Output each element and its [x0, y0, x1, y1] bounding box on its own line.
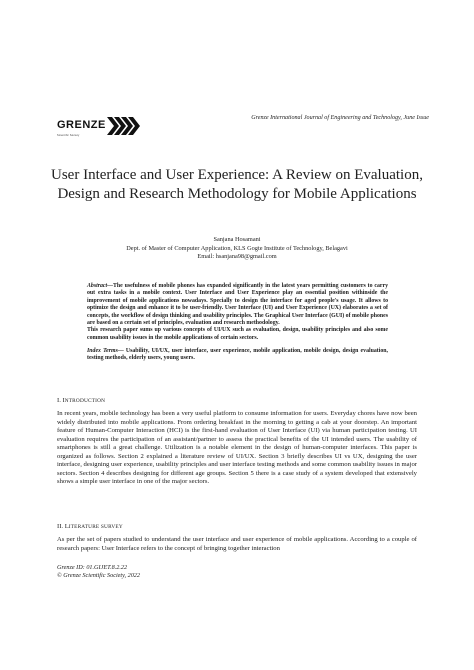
index-terms-dash: —	[117, 348, 126, 354]
section-heading-literature-survey	[57, 523, 123, 530]
section-body-literature-survey	[57, 536, 417, 553]
section-title: NTRODUCTION	[64, 398, 106, 404]
chevron-arrows-icon	[107, 115, 141, 137]
abstract-text-1: The usefulness of mobile phones has expanded significantly in the latest years permitting customers to carry out extra tasks in a mobile context. User Interface and User Experience play an essential position withinside the improvement of mobile applications nowadays. Specially to design the interface for aged people's usage. It allows to optimize the design and enhance it to be user-friendly. User Interface (UI) and User Experience (UX) elaborates a set of concepts, the workflow of design thinking and usability principles. The Graphical User Interface (GUI) of mobile phones are based on a certain set of principles, evaluation and research methodology.	[87, 283, 388, 327]
page-header	[57, 112, 429, 142]
section-initial: I	[62, 397, 65, 404]
index-terms	[87, 348, 388, 363]
grenze-id: Grenze ID: 01.GIJET.8.2.22	[57, 564, 128, 571]
abstract-paragraph-2: This research paper sums up various concepts of UI/UX such as evaluation, design, usability principles and also some common usability issues in the mobile applications of certain sectors.	[87, 327, 388, 341]
author-name: Sanjana Hosamani	[213, 236, 261, 243]
author-affiliation: Dept. of Master of Computer Application, KLS Gogte Institute of Technology, Belagavi	[126, 244, 348, 252]
abstract-label: Abstract	[87, 283, 108, 289]
logo-text: GRENZE	[57, 119, 106, 131]
section-initial: L	[64, 523, 69, 530]
section-body-introduction	[57, 410, 417, 487]
publisher-logo	[57, 115, 141, 137]
section-number: II.	[57, 523, 64, 530]
journal-name: Grenze International Journal of Engineering and Technology, June Issue	[251, 115, 429, 121]
page-footer	[57, 564, 140, 581]
copyright-notice: © Grenze Scientific Society, 2022	[57, 572, 140, 580]
logo-wordmark	[57, 115, 106, 137]
abstract	[87, 283, 388, 342]
abstract-dash: —	[107, 283, 113, 289]
literature-survey-paragraph: As per the set of papers studied to understand the user interface and user experience of mobile applications. According to a couple of research papers: User Interface refers to the concept of bringing together interaction	[57, 536, 417, 552]
index-terms-text: Usability, UI/UX, user interface, user experience, mobile application, mobile design, design evaluation, testing methods, elderly users, young users.	[87, 348, 388, 362]
author-email: Email: hsanjana98@gmail.com	[197, 253, 277, 261]
section-number: I.	[57, 397, 61, 404]
introduction-paragraph: In recent years, mobile technology has been a very useful platform to consume information for users. Everyday chores have now been widely distributed into mobile applications. From ordering breakfast in the morning to getting a cab at your doorstep. An important feature of Human-Computer Interaction (HCI) is the first-hand evaluation of User Interface (UI) via human participation testing. UI evaluation requires the participation of an assistant/partner to assess the practical benefits of the UI intended users. The usability of smartphones is still a great challenge. Utilization is a notable element in the design of human-computer interfaces. This paper is organized as follows. Section 2 explained a literature review of UI/UX. Section 3 briefly describes UI vs UX, designing the user interface, designing user experience, usability principles and user interface testing methods and some common usability issues in major sectors. Section 4 describes designing for different age groups. Section 5 there is a case study of a system developed that extensively shows a simple user interface in one of the major sectors.	[57, 410, 417, 486]
index-terms-label: Index Terms	[87, 348, 118, 354]
abstract-paragraph-1	[87, 283, 388, 327]
author-block	[57, 236, 417, 262]
paper-title: User Interface and User Experience: A Review on Evaluation, Design and Research Methodology for Mobile Applications	[51, 167, 423, 202]
section-heading-introduction	[57, 397, 105, 404]
section-title: ITERATURE SURVEY	[68, 524, 123, 530]
logo-subtext: Scientific Society	[57, 134, 80, 137]
